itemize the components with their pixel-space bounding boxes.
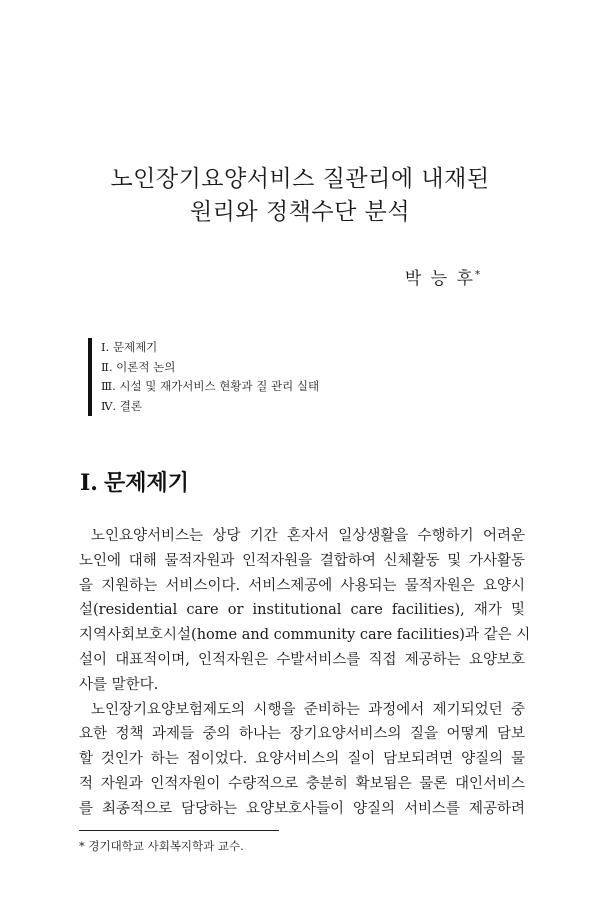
body-line: 적 자원과 인적자원이 수량적으로 충분히 확보됨은 물론 대인서비스 — [79, 775, 525, 792]
body-line: 설이 대표적이며, 인적자원은 수발서비스를 직접 제공하는 요양보호 — [79, 651, 525, 668]
author-block — [405, 264, 480, 289]
section-title: 문제제기 — [103, 471, 189, 496]
author-footnote-mark: * — [475, 269, 480, 281]
body-line: 설(residential care or institutional care facilities), 재가 및 — [79, 602, 525, 619]
body-line: 할 것인가 하는 점이었다. 요양서비스의 질이 담보되려면 양질의 물 — [79, 751, 525, 768]
body-line: 를 최종적으로 담당하는 요양보호사들이 양질의 서비스를 제공하려 — [79, 800, 525, 817]
body-line: 노인에 대해 물적자원과 인적자원을 결합하여 신체활동 및 가사활동 — [79, 552, 525, 569]
toc-item: Ⅲ. 시설 및 재가서비스 현황과 질 관리 실태 — [101, 379, 320, 393]
author-name: 박 능 후 — [404, 269, 475, 289]
body-line: 을 지원하는 서비스이다. 서비스제공에 사용되는 물적자원은 요양시 — [79, 577, 525, 594]
body-line: 노인장기요양보험제도의 시행을 준비하는 과정에서 제기되었던 중 — [91, 701, 525, 718]
paper-title — [0, 163, 600, 229]
toc-item: Ⅳ. 결론 — [101, 398, 143, 413]
body-line: 지역사회보호시설(home and community care facilities)과 같은 시 — [79, 627, 531, 644]
section-heading — [80, 466, 189, 497]
body-line: 사를 말한다. — [79, 676, 159, 693]
body-line: 노인요양서비스는 상당 기간 혼자서 일상생활을 수행하기 어려운 — [91, 528, 525, 544]
paper-title-line-1: 노인장기요양서비스 질관리에 내재된 — [110, 166, 490, 192]
paper-title-line-2: 원리와 정책수단 분석 — [189, 199, 411, 225]
body-line: 요한 정책 과제들 중의 하나는 장기요양서비스의 질을 어떻게 담보 — [79, 726, 525, 743]
section-number: Ⅰ. — [80, 470, 98, 496]
body-text — [79, 524, 531, 822]
footnote: * 경기대학교 사회복지학과 교수. — [79, 839, 244, 853]
toc-item: Ⅱ. 이론적 논의 — [101, 359, 176, 374]
footnote-divider — [79, 830, 279, 831]
table-of-contents — [88, 338, 319, 416]
toc-item: Ⅰ. 문제제기 — [101, 340, 158, 354]
